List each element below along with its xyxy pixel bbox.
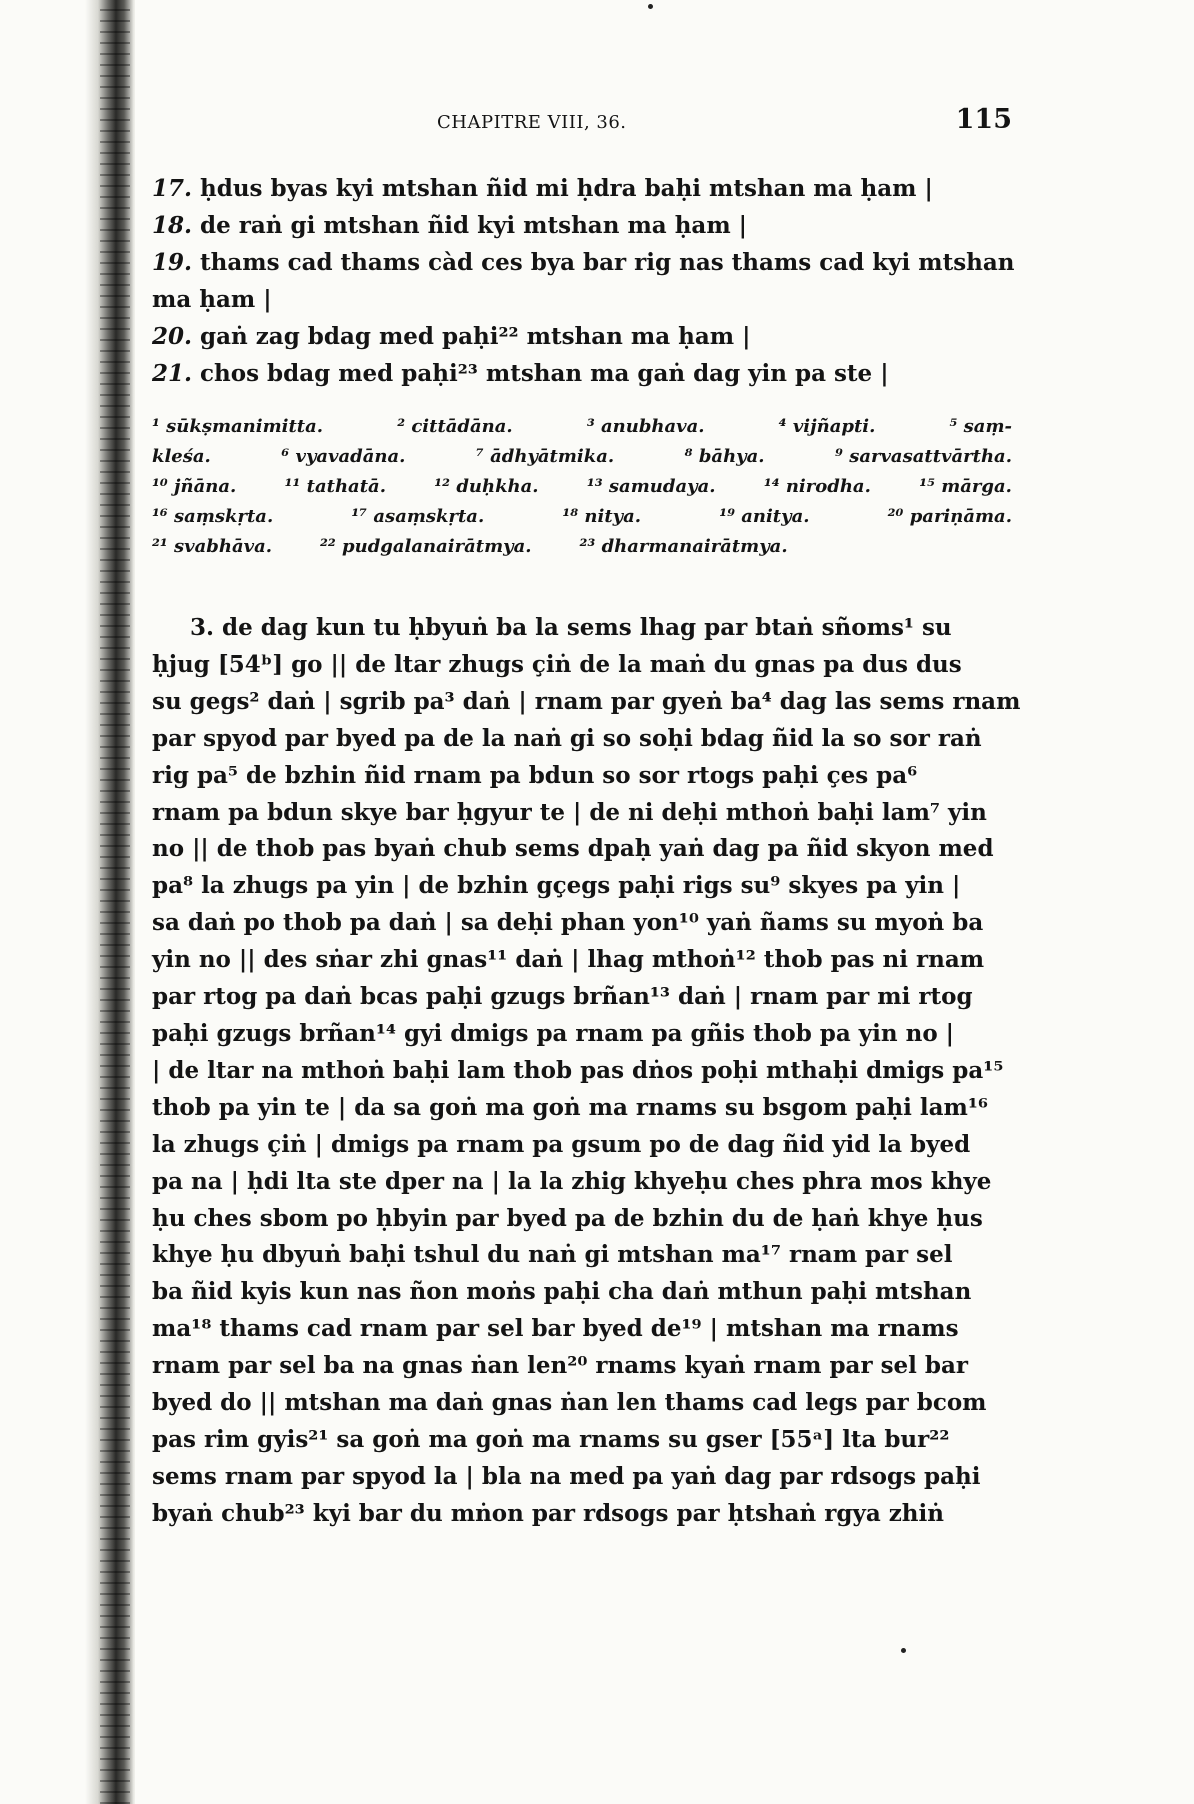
footnote-entry: kleśa. <box>152 446 211 467</box>
running-head: CHAPITRE VIII, 36. <box>437 112 627 133</box>
paragraph-line: ba ñid kyis kun nas ñon moṅs paḥi cha daṅ mthun paḥi mtshan <box>152 1278 972 1306</box>
footnote-entry: ⁶ vyavadāna. <box>281 446 406 467</box>
footnote-entry: ⁸ bāhya. <box>684 446 765 467</box>
footnote-entry: ¹¹ tathatā. <box>284 476 386 497</box>
paragraph-line: ḥjug [54ᵇ] go || de ltar zhugs çiṅ de la maṅ du gnas pa dus dus <box>152 650 962 678</box>
footnote-row <box>152 442 1012 472</box>
line-text: de raṅ gi mtshan ñid kyi mtshan ma ḥam | <box>192 212 748 239</box>
paragraph-line: par rtog pa daṅ bcas paḥi gzugs brñan¹³ daṅ | rnam par mi rtog <box>152 983 973 1011</box>
footnotes <box>152 412 1012 562</box>
paragraph-line: rig pa⁵ de bzhin ñid rnam pa bdun so sor rtogs paḥi çes pa⁶ <box>152 761 918 789</box>
line-text: ma ḥam | <box>152 286 272 313</box>
paragraph-line: no || de thob pas byaṅ chub sems dpaḥ yaṅ dag pa ñid skyon med <box>152 835 994 863</box>
footnote-entry: ¹⁰ jñāna. <box>152 476 237 497</box>
paragraph-line: thob pa yin te | da sa goṅ ma goṅ ma rnams su bsgom paḥi lam¹⁶ <box>152 1093 988 1121</box>
line-number: 19. <box>152 249 193 276</box>
numbered-line <box>152 318 1012 355</box>
page-header <box>152 104 1012 144</box>
footnote-row <box>152 472 1012 502</box>
page-number: 115 <box>955 104 1012 135</box>
paragraph-line: byaṅ chub²³ kyi bar du mṅon par rdsogs par ḥtshaṅ rgya zhiṅ <box>152 1499 944 1527</box>
footnote-entry: ¹⁶ saṃskṛta. <box>152 506 274 527</box>
footnote-entry: ²² pudgalanairātmya. <box>320 536 532 557</box>
line-text: thams cad thams càd ces bya bar rig nas thams cad kyi mtshan <box>192 249 1015 276</box>
line-number: 18. <box>152 212 193 239</box>
paragraph-line: rnam pa bdun skye bar ḥgyur te | de ni deḥi mthoṅ baḥi lam⁷ yin <box>152 798 987 826</box>
paragraph-line: pa na | ḥdi lta ste dper na | la la zhig khyeḥu ches phra mos khye <box>152 1167 992 1195</box>
footnote-row <box>152 502 1012 532</box>
paragraph-line: la zhugs çiṅ | dmigs pa rnam pa gsum po de dag ñid yid la byed <box>152 1130 971 1158</box>
paragraph-line: 3. de dag kun tu ḥbyuṅ ba la sems lhag par btaṅ sñoms¹ su <box>190 614 952 641</box>
footnote-entry: ¹⁷ asaṃskṛta. <box>351 506 485 527</box>
footnote-entry: ⁴ vijñapti. <box>778 416 876 437</box>
paragraph-line: su gegs² daṅ | sgrib pa³ daṅ | rnam par gyeṅ ba⁴ dag las sems rnam <box>152 687 1021 715</box>
numbered-line <box>152 281 1012 318</box>
footnote-entry: ¹ sūkṣmanimitta. <box>152 416 324 437</box>
line-text: gaṅ zag bdag med paḥi²² mtshan ma ḥam | <box>192 323 751 350</box>
footnote-entry: ²¹ svabhāva. <box>152 536 273 557</box>
ink-speck <box>901 1648 906 1653</box>
line-text: ḥdus byas kyi mtshan ñid mi ḥdra baḥi mtshan ma ḥam | <box>192 175 933 202</box>
paragraph-line: ma¹⁸ thams cad rnam par sel bar byed de¹⁹ | mtshan ma rnams <box>152 1315 959 1343</box>
paragraph-line: byed do || mtshan ma daṅ gnas ṅan len thams cad legs par bcom <box>152 1389 987 1417</box>
footnote-entry: ¹⁴ nirodha. <box>763 476 871 497</box>
footnote-entry: ¹² duḥkha. <box>434 476 539 497</box>
paragraph-line: | de ltar na mthoṅ baḥi lam thob pas dṅos poḥi mthaḥi dmigs pa¹⁵ <box>152 1056 1004 1084</box>
numbered-line <box>152 244 1015 281</box>
footnote-entry: ⁷ ādhyātmika. <box>475 446 615 467</box>
footnote-entry: ²⁰ pariṇāma. <box>887 506 1012 527</box>
footnote-entry: ⁹ sarvasattvārtha. <box>835 446 1012 467</box>
footnote-entry: ¹⁹ anitya. <box>719 506 810 527</box>
body-paragraph <box>152 610 1021 1533</box>
footnote-entry: ² cittādāna. <box>397 416 513 437</box>
line-number: 20. <box>152 323 193 350</box>
paragraph-line: par spyod par byed pa de la naṅ gi so soḥi bdag ñid la so sor raṅ <box>152 724 982 752</box>
paragraph-line: rnam par sel ba na gnas ṅan len²⁰ rnams kyaṅ rnam par sel bar <box>152 1352 969 1380</box>
paragraph-line: pas rim gyis²¹ sa goṅ ma goṅ ma rnams su gser [55ᵃ] lta bur²² <box>152 1425 950 1453</box>
numbered-line <box>152 207 1012 244</box>
line-number: 21. <box>152 360 193 387</box>
line-number: 17. <box>152 175 193 202</box>
paragraph-line: paḥi gzugs brñan¹⁴ gyi dmigs pa rnam pa gñis thob pa yin no | <box>152 1019 955 1047</box>
footnote-entry: ²³ dharmanairātmya. <box>579 536 788 557</box>
paragraph-line: pa⁸ la zhugs pa yin | de bzhin gçegs paḥi rigs su⁹ skyes pa yin | <box>152 872 961 900</box>
paragraph-line: sems rnam par spyod la | bla na med pa yaṅ dag par rdsogs paḥi <box>152 1462 981 1490</box>
paragraph-line: yin no || des sṅar zhi gnas¹¹ daṅ | lhag mthoṅ¹² thob pas ni rnam <box>152 946 985 974</box>
paragraph-line: sa daṅ po thob pa daṅ | sa deḥi phan yon¹⁰ yaṅ ñams su myoṅ ba <box>152 909 984 937</box>
footnote-entry: ¹³ samudaya. <box>586 476 716 497</box>
paragraph-line: khye ḥu dbyuṅ baḥi tshul du naṅ gi mtshan ma¹⁷ rnam par sel <box>152 1241 953 1269</box>
footnote-entry: ³ anubhava. <box>586 416 705 437</box>
numbered-list <box>152 170 1015 392</box>
numbered-line <box>152 170 1012 207</box>
paragraph-line: ḥu ches sbom po ḥbyin par byed pa de bzhin du de ḥaṅ khye ḥus <box>152 1204 983 1232</box>
footnote-row <box>152 412 1012 442</box>
numbered-line <box>152 355 1012 392</box>
footnote-entry: ¹⁵ mārga. <box>919 476 1012 497</box>
line-text: chos bdag med paḥi²³ mtshan ma gaṅ dag yin pa ste | <box>192 360 889 387</box>
footnote-entry: ¹⁸ nitya. <box>562 506 642 527</box>
scan-shadow <box>100 0 130 1804</box>
footnote-entry: ⁵ saṃ- <box>949 416 1012 437</box>
ink-speck <box>648 4 653 9</box>
footnote-row <box>152 532 1012 562</box>
